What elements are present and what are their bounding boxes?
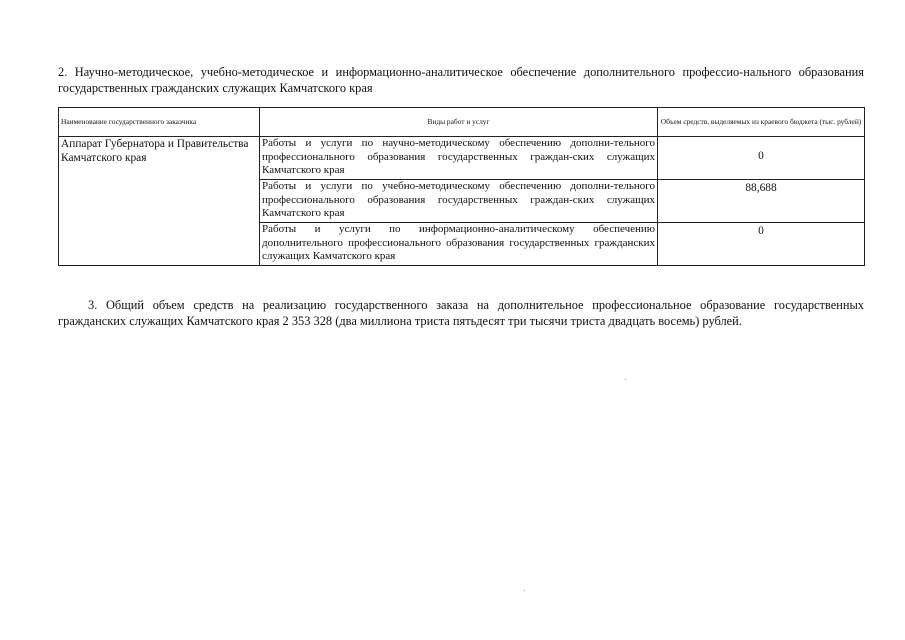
table-row bbox=[59, 137, 865, 180]
header-amount: Объем средств, выделяемых из краевого бюджета (тыс. рублей) bbox=[658, 108, 865, 137]
section-2-heading: 2. Научно-методическое, учебно-методическое и информационно-аналитическое обеспечение дополнительного профессио-нального образования государственных гражданских служащих Камчатского края bbox=[58, 65, 864, 95]
customer-cell: Аппарат Губернатора и Правительства Камчатского края bbox=[59, 137, 260, 266]
header-customer: Наименование государственного заказчика bbox=[59, 108, 260, 137]
section-3-paragraph: 3. Общий объем средств на реализацию государственного заказа на дополнительное профессиональное образование государственных гражданских служащих Камчатского края 2 353 328 (два миллиона триста пятьдесят три тысячи триста двадцать восемь) рублей. bbox=[58, 298, 864, 328]
budget-table bbox=[58, 107, 865, 266]
work-cell: Работы и услуги по учебно-методическому обеспечению дополни-тельного профессионального образования государственных граждан-ских служащих Камчатского края bbox=[260, 180, 658, 223]
table-header-row bbox=[59, 108, 865, 137]
work-cell: Работы и услуги по информационно-аналитическому обеспечению дополнительного профессионального образования государственных гражданских служащих Камчатского края bbox=[260, 223, 658, 266]
amount-cell: 0 bbox=[658, 137, 865, 180]
work-cell: Работы и услуги по научно-методическому обеспечению дополни-тельного профессионального образования государственных граждан-ских служащих Камчатского края bbox=[260, 137, 658, 180]
amount-cell: 88,688 bbox=[658, 180, 865, 223]
amount-cell: 0 bbox=[658, 223, 865, 266]
scan-speck bbox=[524, 590, 525, 591]
scan-speck bbox=[625, 379, 626, 380]
header-works: Виды работ и услуг bbox=[260, 108, 658, 137]
